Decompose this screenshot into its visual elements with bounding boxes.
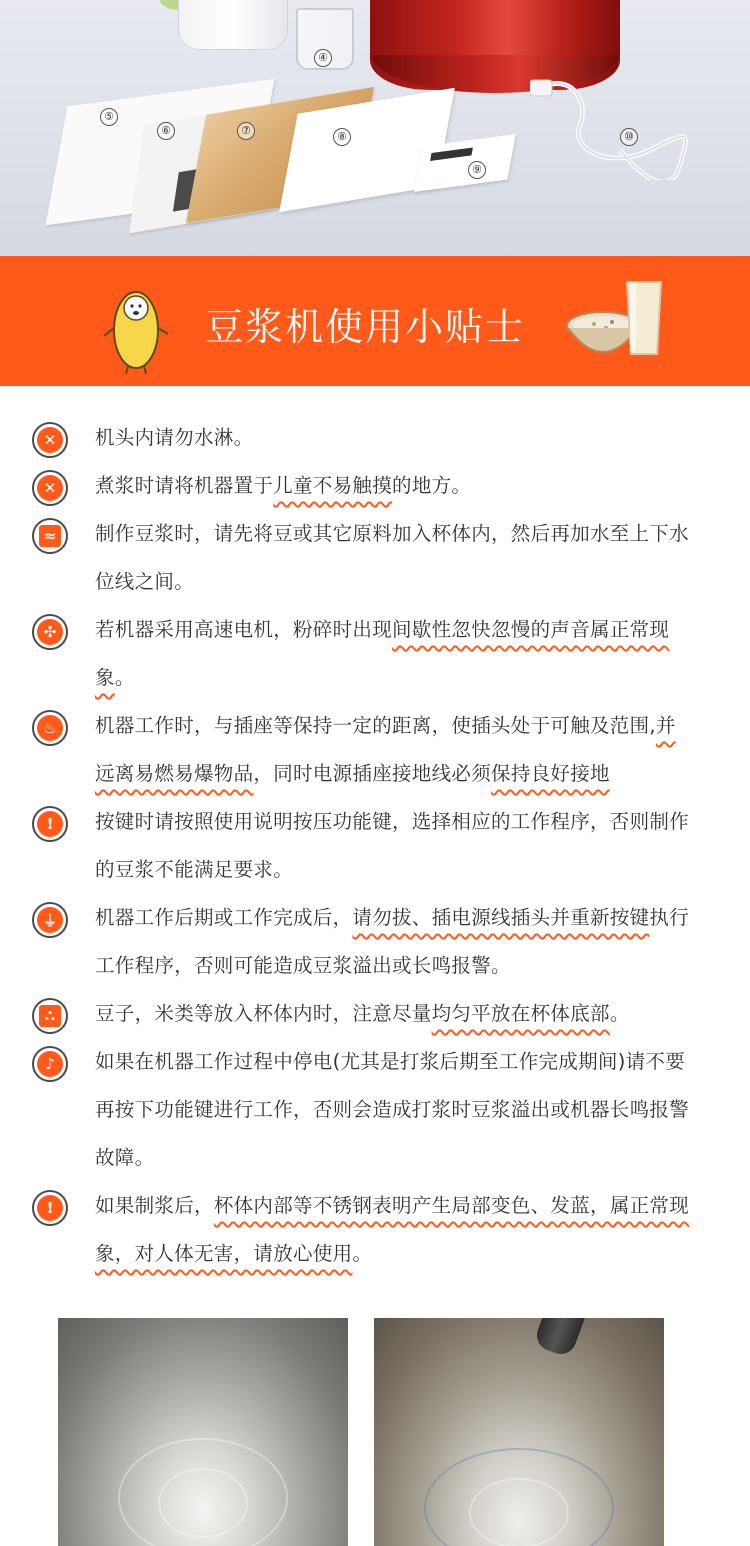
label-8: ⑧ xyxy=(333,128,351,146)
tip-text: 机器工作后期或工作完成后，请勿拔、插电源线插头并重新按键执行工作程序，否则可能造成豆浆溢出或长鸣报警。 xyxy=(95,906,690,977)
warning-icon: ! xyxy=(32,806,68,842)
label-6: ⑥ xyxy=(157,122,175,140)
tip-item xyxy=(0,1182,750,1278)
tip-text: 若机器采用高速电机，粉碎时出现间歇性忽快忽慢的声音属正常现象。 xyxy=(95,618,670,689)
tip-text: 煮浆时请将机器置于儿童不易触摸的地方。 xyxy=(95,474,472,497)
tip-text: 机头内请勿水淋。 xyxy=(95,426,254,449)
tip-text: 机器工作时，与插座等保持一定的距离，使插头处于可触及范围,并远离易燃易爆物品，同时电源插座接地线必须保持良好接地 xyxy=(95,714,676,785)
label-5: ⑤ xyxy=(100,108,118,126)
no-water-icon: ✕ xyxy=(32,422,68,458)
tip-item xyxy=(0,702,750,798)
power-cord xyxy=(530,70,700,180)
fire-icon: ♨ xyxy=(32,710,68,746)
tip-item xyxy=(0,798,750,894)
tips-list xyxy=(0,414,750,1278)
tip-item xyxy=(0,606,750,702)
alarm-bell-icon: ♪ xyxy=(32,1046,68,1082)
label-9: ⑨ xyxy=(468,161,486,179)
tip-text: 豆子，米类等放入杯体内时，注意尽量均匀平放在杯体底部。 xyxy=(95,1002,630,1025)
tip-text: 按键时请按照使用说明按压功能键，选择相应的工作程序，否则制作的豆浆不能满足要求。 xyxy=(95,810,690,881)
tips-banner xyxy=(0,256,750,386)
tip-item xyxy=(0,414,750,462)
tip-text: 制作豆浆时，请先将豆或其它原料加入杯体内，然后再加水至上下水位线之间。 xyxy=(95,522,690,593)
no-plug-icon: ⏚ xyxy=(32,902,68,938)
tip-item xyxy=(0,510,750,606)
steel-cup-photo-discolored xyxy=(374,1318,664,1546)
warning-icon: ! xyxy=(32,1190,68,1226)
label-7: ⑦ xyxy=(237,122,255,140)
steel-cup-photo-normal xyxy=(58,1318,348,1546)
tip-item xyxy=(0,990,750,1038)
tip-item xyxy=(0,894,750,990)
cup-level-icon: ≈ xyxy=(32,518,68,554)
label-4: ④ xyxy=(314,49,332,67)
soymilk-glass-icon xyxy=(624,278,664,356)
blender-jar xyxy=(178,0,288,50)
no-child-icon: ✕ xyxy=(32,470,68,506)
tip-item xyxy=(0,1038,750,1182)
tip-item xyxy=(0,462,750,510)
tip-text: 如果在机器工作过程中停电(尤其是打浆后期至工作完成期间)请不要再按下功能键进行工作，否则会造成打浆时豆浆溢出或机器长鸣报警故障。 xyxy=(95,1050,690,1169)
motor-fan-icon: ✣ xyxy=(32,614,68,650)
soybean-mascot-icon xyxy=(104,278,168,374)
label-10: ⑩ xyxy=(620,128,638,146)
tip-text: 如果制浆后，杯体内部等不锈钢表明产生局部变色、发蓝，属正常现象，对人体无害，请放心使用。 xyxy=(95,1194,690,1265)
banner-title: 豆浆机使用小贴士 xyxy=(205,305,526,349)
product-accessories-photo xyxy=(0,0,750,256)
cup-beans-icon: ∴ xyxy=(32,998,68,1034)
